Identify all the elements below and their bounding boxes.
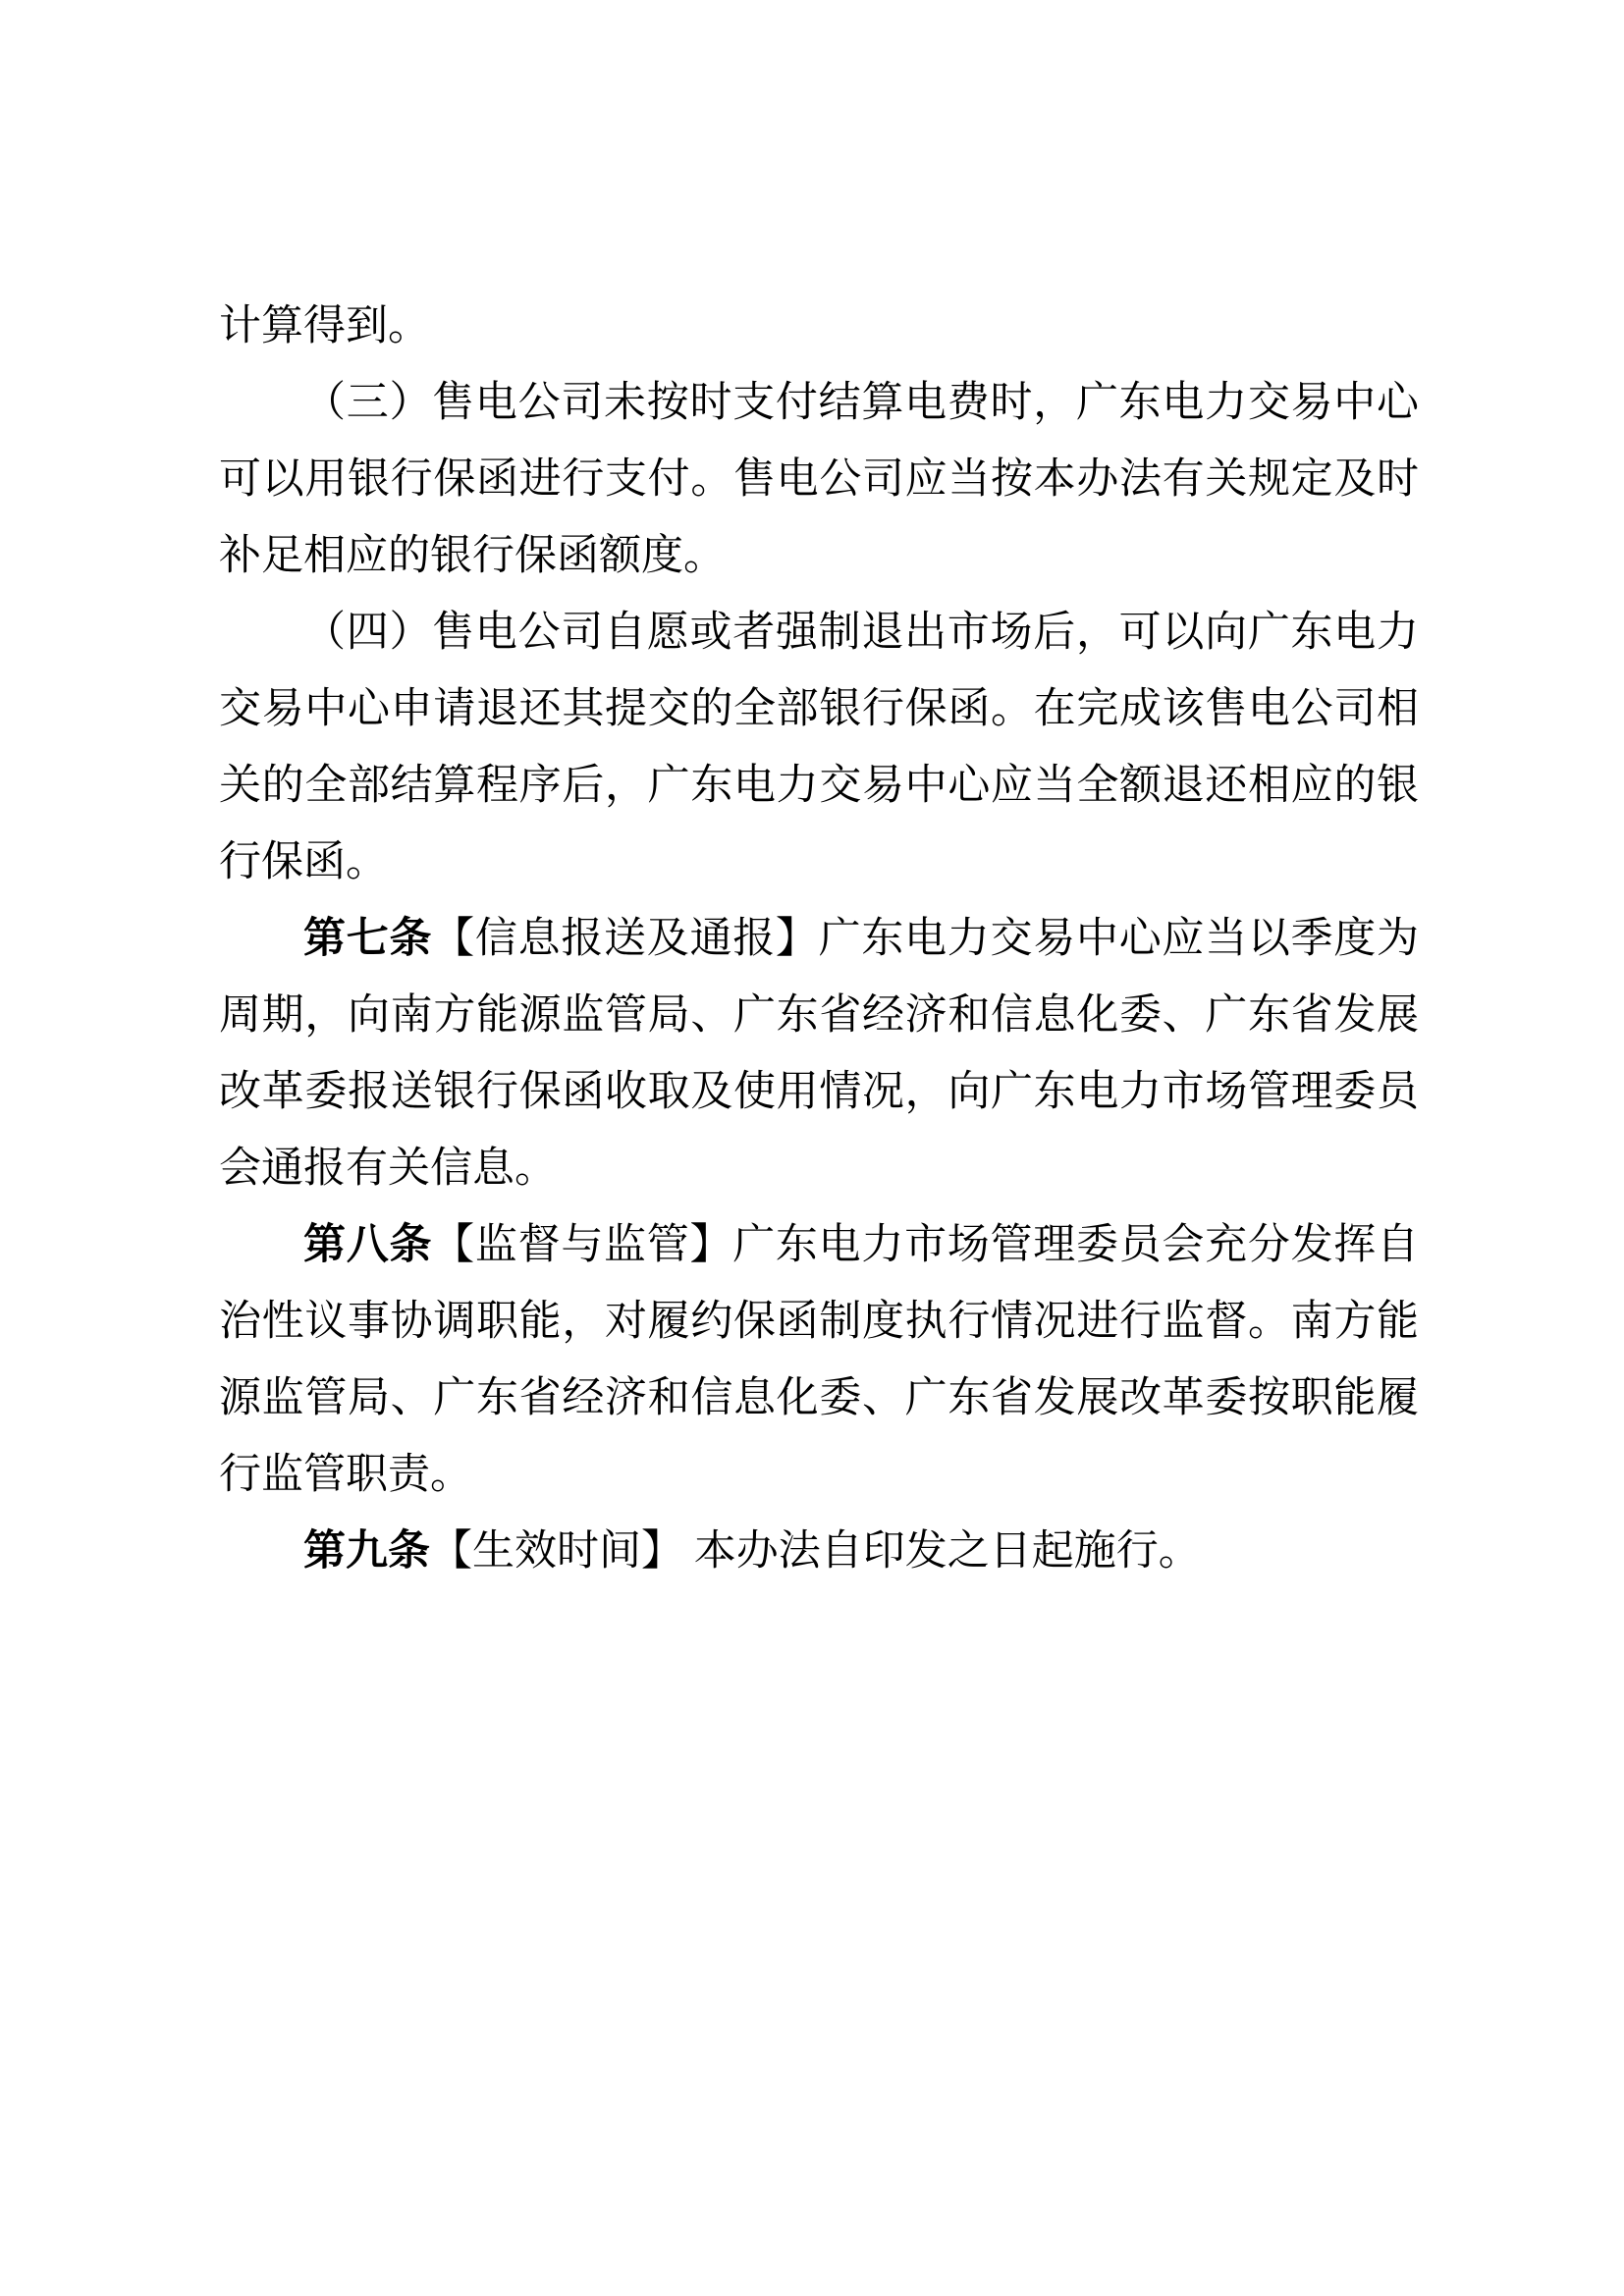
text-line: 补足相应的银行保函额度。 (219, 533, 726, 579)
text-line: （四）售电公司自愿或者强制退出市场后，可以向广东电力 (303, 610, 1419, 656)
text-line: 会通报有关信息。 (219, 1146, 557, 1192)
text-line: 行保函。 (219, 839, 388, 885)
text-line: 关的全部结算程序后，广东电力交易中心应当全额退还相应的银 (219, 763, 1419, 809)
text-line: 周期，向南方能源监管局、广东省经济和信息化委、广东省发展 (219, 992, 1419, 1039)
text-line: 可以用银行保函进行支付。售电公司应当按本办法有关规定及时 (219, 456, 1419, 503)
text-line (219, 1514, 1419, 1590)
text-line: （三）售电公司未按时支付结算电费时，广东电力交易中心 (303, 380, 1419, 426)
text-line (219, 901, 1419, 978)
text-line: 治性议事协调职能，对履约保函制度执行情况进行监督。南方能 (219, 1299, 1419, 1345)
text-line: 源监管局、广东省经济和信息化委、广东省发展改革委按职能履 (219, 1375, 1419, 1421)
text-line: 计算得到。 (219, 303, 430, 349)
article-number-label: 第八条 (303, 1222, 433, 1268)
document-text-block (219, 289, 1419, 1590)
text-line (219, 1207, 1419, 1284)
line-text: 【生效时间】 本办法自印发之日起施行。 (430, 1528, 1201, 1575)
article-number-label: 第七条 (303, 916, 433, 962)
text-line: 交易中心申请退还其提交的全部银行保函。在完成该售电公司相 (219, 686, 1419, 732)
text-line: 行监管职责。 (219, 1452, 472, 1498)
line-text: 【信息报送及通报】广东电力交易中心应当以季度为 (432, 916, 1420, 962)
text-line: 改革委报送银行保函收取及使用情况，向广东电力市场管理委员 (219, 1069, 1419, 1115)
line-text: 【监督与监管】广东电力市场管理委员会充分发挥自 (432, 1222, 1420, 1268)
article-number-label: 第九条 (303, 1528, 430, 1575)
